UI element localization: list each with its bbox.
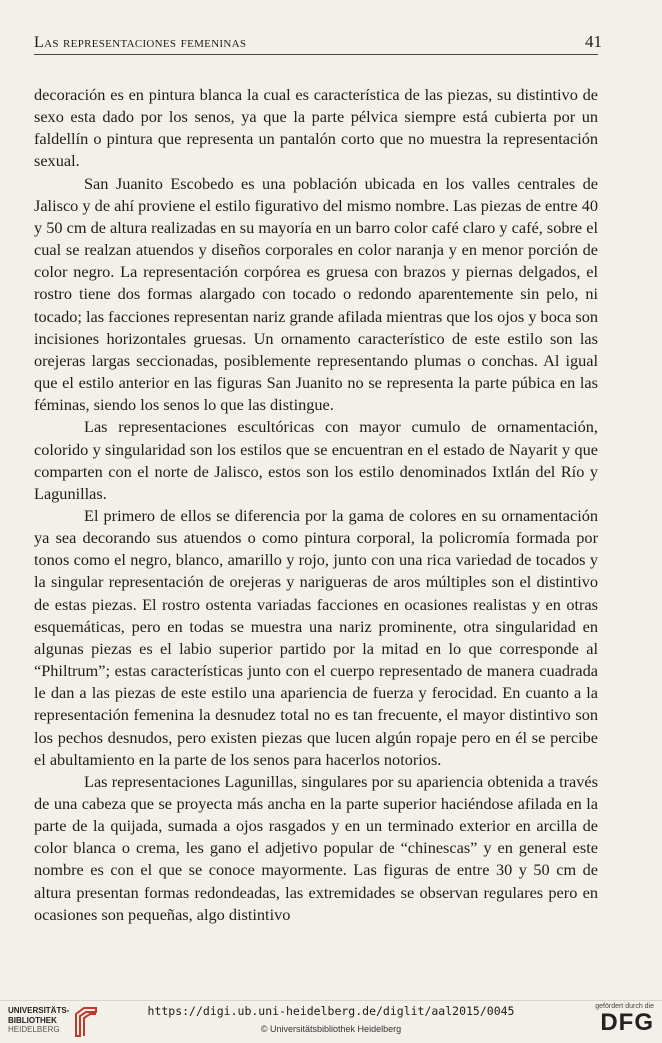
page-number: 41 — [585, 32, 602, 51]
funder-block — [580, 1003, 654, 1035]
footer-divider — [0, 1000, 662, 1001]
copyright-notice: © Universitätsbibliothek Heidelberg — [260, 1024, 402, 1034]
library-name-line1: UNIVERSITÄTS- — [8, 1006, 70, 1015]
paragraph-5: Las representaciones Lagunillas, singulares por su apariencia obtenida a través de una cabeza que se proyecta más ancha en la parte superior haciéndose afilada en la parte de la quijada, sumada a ojos rasgados y en un terminado exterior en arcilla de color blanca o crema, les gano el adjetivo popular de “chinescas” y en general este nombre es con el que se conoce mayormente. Las figuras de entre 30 y 50 cm de altura presentan formas redondeadas, las extremidades se observan regulares pero en ocasiones son pequeñas, algo distintivo — [34, 771, 598, 924]
paragraph-3: Las representaciones escultóricas con mayor cumulo de ornamentación, colorido y singularidad son los estilos que se encuentran en el estado de Nayarit y que comparten con el norte de Jalisco, estos son los estilo denominados Ixtlán del Río y Lagunillas. — [34, 417, 598, 503]
library-name-line3: HEIDELBERG — [8, 1025, 60, 1034]
running-header — [34, 32, 602, 55]
header-title: Las representaciones femeninas — [34, 34, 247, 51]
body-text — [34, 84, 598, 926]
digital-copy-link[interactable]: https://digi.ub.uni-heidelberg.de/diglit/aal2015/0045 — [147, 1004, 515, 1018]
library-name-line2: BIBLIOTHEK — [8, 1015, 57, 1025]
paragraph-2: San Juanito Escobedo es una población ubicada en los valles centrales de Jalisco y de ahí proviene el estilo figurativo del mismo nombre. Las piezas de entre 40 y 50 cm de altura realizadas en su mayoría en un barro color café claro y café, sobre el cual se realzan atuendos y diseños corporales en color naranja y en menor porción de color negro. La representación corpórea es gruesa con brazos y piernas delgados, el rostro tiene dos formas alargado con tocado o redondo aparentemente sin pelo, ni tocado; las facciones representan nariz grande afilada mientras que los ojos y boca son incisiones horizontales gruesas. Un ornamento característico de este estilo son las orejeras largas seccionadas, posiblemente representando plumas o conchas. Al igual que el estilo anterior en las figuras San Juanito no se representa la parte púbica en las féminas, siendo los senos lo que las distingue. — [34, 173, 598, 415]
paragraph-4: El primero de ellos se diferencia por la gama de colores en su ornamentación ya sea decorando sus atuendos o como pintura corporal, la policromía formada por tonos como el negro, blanco, amarillo y rojo, junto con una rica variedad de tocados y la singular representación de orejeras y narigueras de aros múltiples son el distintivo de estas piezas. El rostro ostenta variadas facciones en ocasiones realistas y en otras esquemáticas, pero en todas se muestra una nariz prominente, otra singularidad en algunas piezas es el labio superior partido por la mitad en lo que corresponde al “Philtrum”; estas características junto con el cuerpo representado de manera cuadrada le dan a las piezas de este estilo una apariencia de fuerza y ferocidad. En cuanto a la representación femenina la desnudez total no es tan frecuente, el mayor distintivo son los pechos desnudos, pero existen piezas que lucen algún ropaje pero en él se percibe el abultamiento en la parte de los senos para hacerlos notorios. — [34, 505, 598, 769]
funder-note: gefördert durch die — [595, 1003, 654, 1010]
paragraph-1: decoración es en pintura blanca la cual es característica de las piezas, su distintivo de sexo esta dado por los senos, ya que la parte pélvica siempre está cubierta por un faldellín o pintura que representa un pantalón corto que no muestra la representación sexual. — [34, 85, 598, 171]
dfg-logo: DFG — [600, 1009, 654, 1036]
